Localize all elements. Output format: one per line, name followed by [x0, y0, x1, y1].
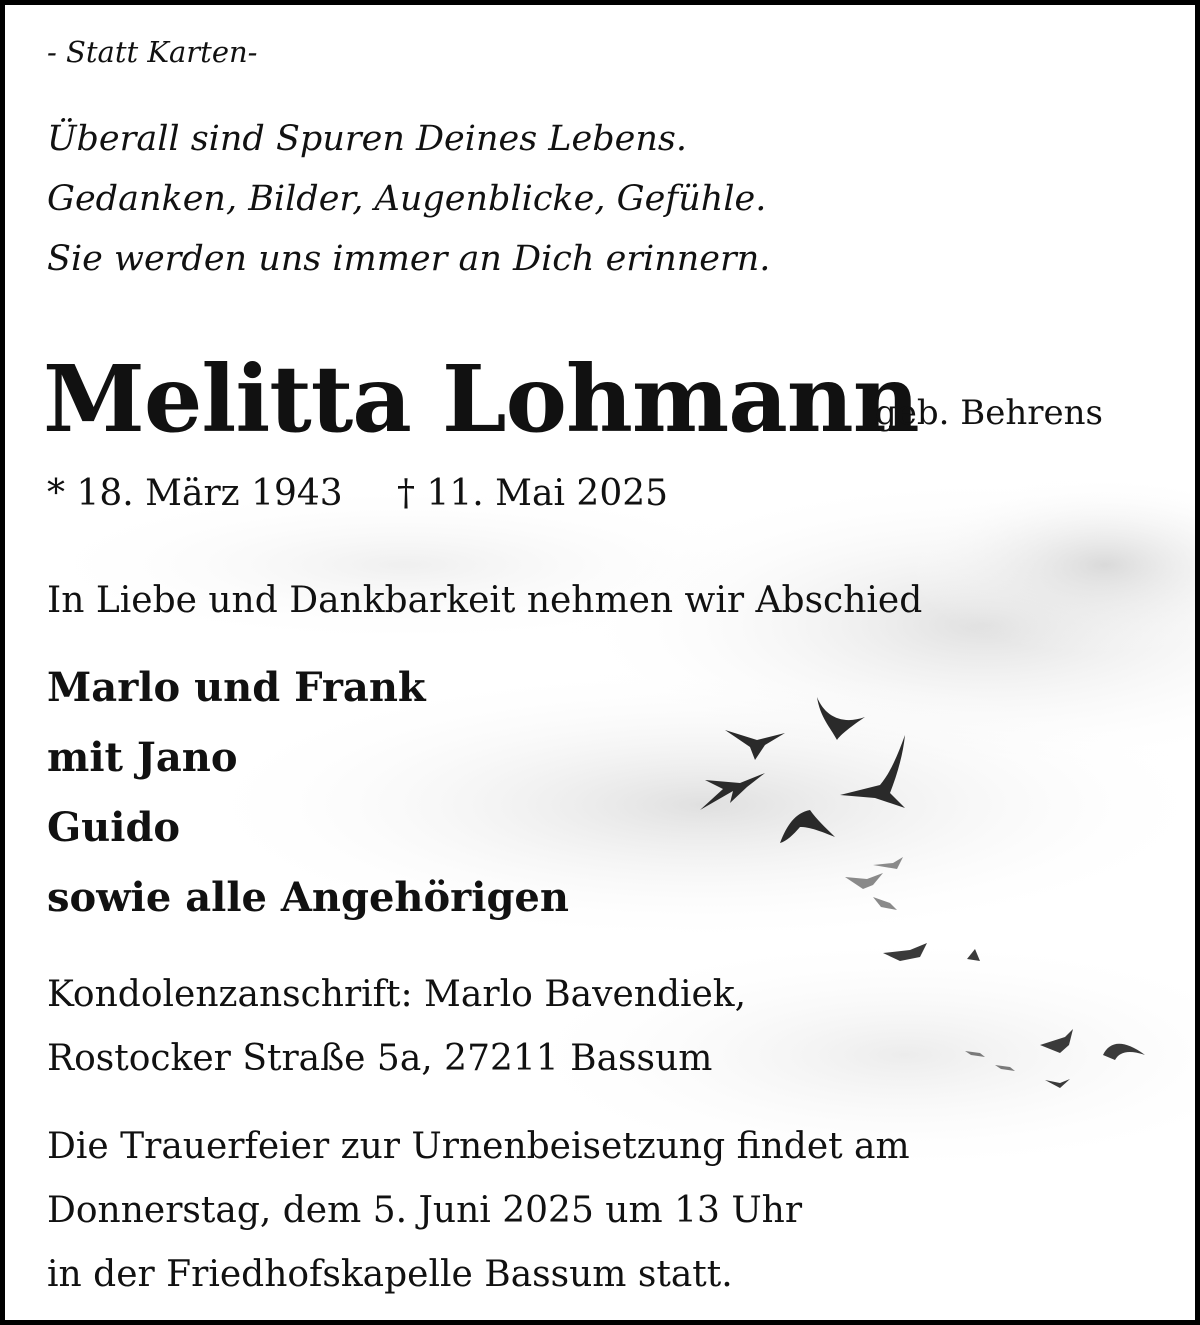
death-date: † 11. Mai 2025	[397, 473, 669, 514]
mourner-line: Guido	[47, 804, 181, 851]
mourners-list	[47, 653, 569, 933]
address-line: Rostocker Straße 5a, 27211 Bassum	[47, 1038, 713, 1079]
mourner-line: sowie alle Angehörigen	[47, 874, 569, 921]
ceremony-info	[47, 1115, 910, 1307]
birth-date: * 18. März 1943	[47, 473, 343, 514]
ceremony-line: Die Trauerfeier zur Urnenbeisetzung findet am	[47, 1126, 910, 1167]
motto-line: Gedanken, Bilder, Augenblicke, Gefühle.	[47, 179, 767, 219]
motto-verse	[47, 109, 770, 289]
mourner-line: Marlo und Frank	[47, 664, 426, 711]
motto-line: Überall sind Spuren Deines Lebens.	[47, 119, 687, 159]
mourner-line: mit Jano	[47, 734, 238, 781]
farewell-intro: In Liebe und Dankbarkeit nehmen wir Abschied	[47, 580, 923, 621]
deceased-name: Melitta Lohmann	[43, 345, 919, 453]
ceremony-line: in der Friedhofskapelle Bassum statt.	[47, 1254, 733, 1295]
birth-name: geb. Behrens	[875, 393, 1103, 433]
ceremony-line: Donnerstag, dem 5. Juni 2025 um 13 Uhr	[47, 1190, 803, 1231]
condolence-address	[47, 963, 746, 1091]
statt-karten-header: - Statt Karten-	[47, 35, 258, 69]
motto-line: Sie werden uns immer an Dich erinnern.	[47, 239, 771, 279]
address-line: Kondolenzanschrift: Marlo Bavendiek,	[47, 974, 747, 1015]
